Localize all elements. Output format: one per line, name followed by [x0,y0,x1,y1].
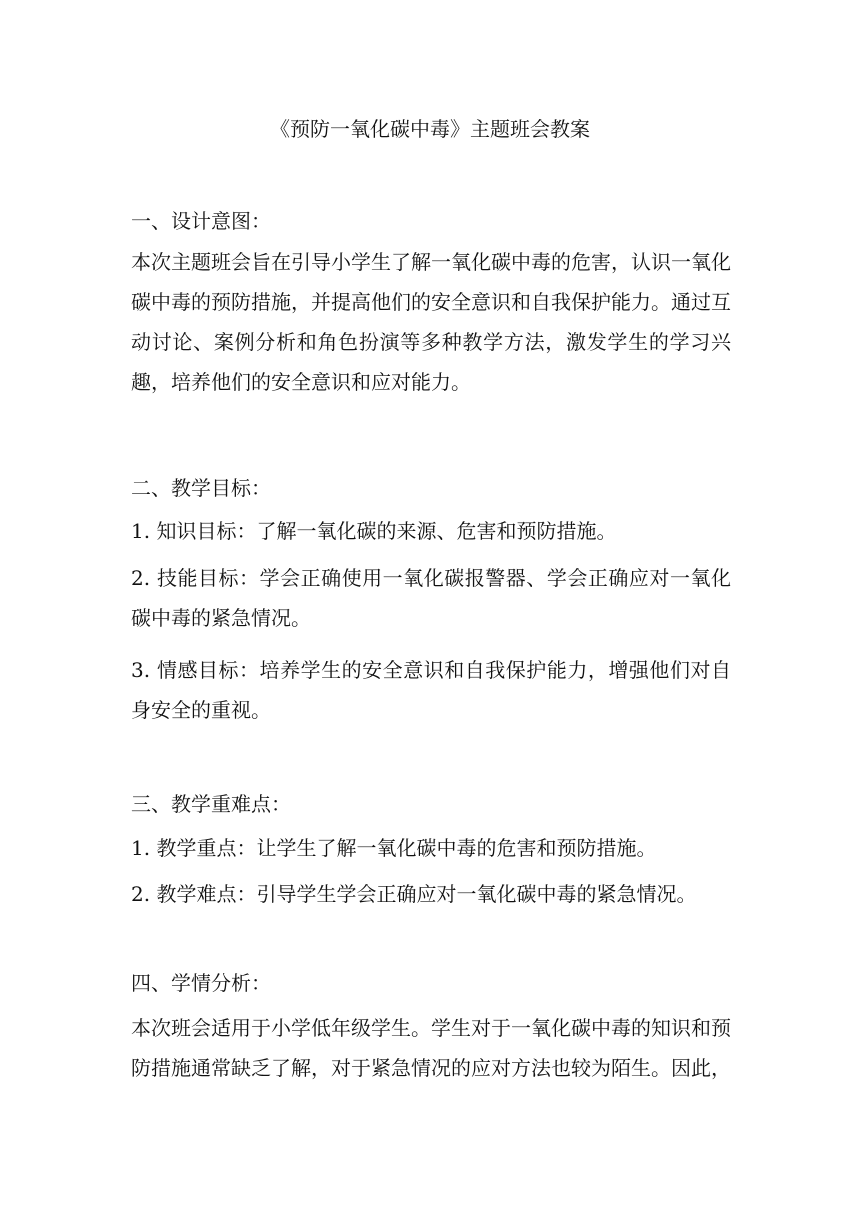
document-title: 《预防一氧化碳中毒》主题班会教案 [270,117,590,141]
design-intent-paragraph: 本次主题班会旨在引导小学生了解一氧化碳中毒的危害，认识一氧化碳中毒的预防措施，并提高他们的安全意识和自我保护能力。通过互动讨论、案例分析和角色扮演等多种教学方法，激发学生的学习兴趣，培养他们的安全意识和应对能力。 [131,250,731,394]
section-heading-objectives: 二、教学目标： [131,476,271,500]
objective-item-1: 1. 知识目标：了解一氧化碳的来源、危害和预防措施。 [131,519,617,543]
objective-item-3: 3. 情感目标：培养学生的安全意识和自我保护能力，增强他们对自身安全的重视。 [131,658,731,722]
section-heading-design-intent: 一、设计意图： [131,209,271,233]
section-heading-key-points: 三、教学重难点： [131,792,291,816]
section-heading-learner-analysis: 四、学情分析： [131,971,271,995]
learner-analysis-paragraph: 本次班会适用于小学低年级学生。学生对于一氧化碳中毒的知识和预防措施通常缺乏了解，对于紧急情况的应对方法也较为陌生。因此， [131,1016,731,1080]
key-point-item-1: 1. 教学重点：让学生了解一氧化碳中毒的危害和预防措施。 [131,836,657,860]
key-point-item-2: 2. 教学难点：引导学生学会正确应对一氧化碳中毒的紧急情况。 [131,882,697,906]
objective-item-2: 2. 技能目标：学会正确使用一氧化碳报警器、学会正确应对一氧化碳中毒的紧急情况。 [131,566,731,630]
